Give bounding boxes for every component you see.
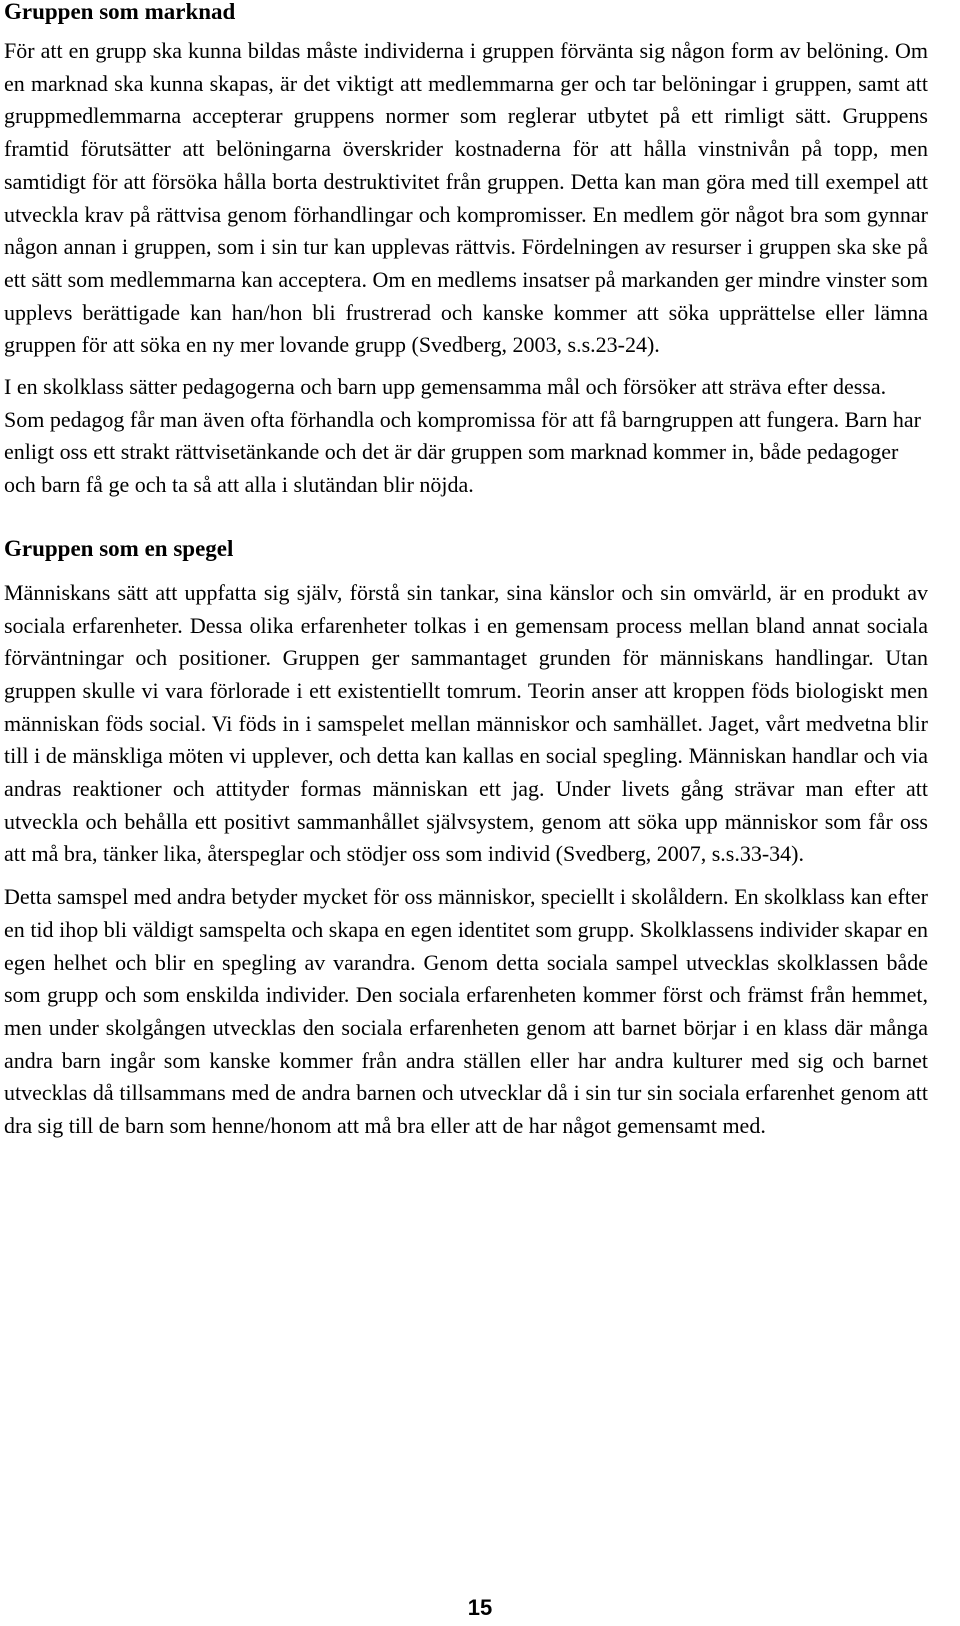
- paragraph-spegel-2: Detta samspel med andra betyder mycket för oss människor, speciellt i skolåldern. En skolklass kan efter en tid ihop bli väldigt samspelta och skapa en egen identitet som grupp. Skolklassens individer skapar en egen helhet och blir en spegling av varandra. Genom detta sociala sampel utvecklas skolklassen både som grupp och som enskilda individer. Den sociala erfarenheten kommer först och främst från hemmet, men under skolgången utvecklas den sociala erfarenheten genom att barnet börjar i en klass där många andra barn ingår som kanske kommer från andra ställen eller har andra kulturer med sig och barnet utvecklas då tillsammans med de andra barnen och utvecklar då i sin tur sin sociala erfarenhet genom att dra sig till de barn som henne/honom att må bra eller att de har något gemensamt med.: [4, 884, 928, 1139]
- paragraph-marknad-2: I en skolklass sätter pedagogerna och barn upp gemensamma mål och försöker att sträva efter dessa. Som pedagog får man även ofta förhandla och kompromissa för att få barngruppen att fungera. Barn har enligt oss ett strakt rättvisetänkande och det är där gruppen som marknad kommer in, både pedagoger och barn få ge och ta så att alla i slutändan blir nöjda.: [4, 374, 921, 498]
- paragraph-marknad-1: För att en grupp ska kunna bildas måste individerna i gruppen förvänta sig någon form av belöning. Om en marknad ska kunna skapas, är det viktigt att medlemmarna ger och tar belöningar i gruppen, samt att gruppmedlemmarna accepterar gruppens normer som reglerar utbytet på ett rimligt sätt. Gruppens framtid förutsätter att belöningarna överskrider kostnaderna för att hålla vinstnivån på topp, men samtidigt för att försöka hålla borta destruktivitet från gruppen. Detta kan man göra med till exempel att utveckla krav på rättvisa genom förhandlingar och kompromisser. En medlem gör något bra som gynnar någon annan i gruppen, som i sin tur kan upplevas rättvis. Fördelningen av resurser i gruppen ska ske på ett sätt som medlemmarna kan acceptera. Om en medlems insatser på markanden ger mindre vinster som upplevs berättigade kan han/hon bli frustrerad och kanske kommer att söka upprättelse eller lämna gruppen för att söka en ny mer lovande grupp (Svedberg, 2003, s.s.23-24).: [4, 38, 928, 358]
- document-page: [4, 0, 928, 1152]
- section-heading-gruppen-som-en-spegel: Gruppen som en spegel: [4, 535, 234, 561]
- section-heading-gruppen-som-marknad: Gruppen som marknad: [4, 0, 236, 24]
- paragraph-spegel-1: Människans sätt att uppfatta sig själv, förstå sin tankar, sina känslor och sin omvärld, är en produkt av sociala erfarenheter. Dessa olika erfarenheter tolkas i en gemensam process mellan bland annat sociala förväntningar och positioner. Gruppen ger sammantaget grunden för människans handlingar. Utan gruppen skulle vi vara förlorade i ett existentiellt tomrum. Teorin anser att kroppen föds biologiskt men människan föds social. Vi föds in i samspelet mellan människor och samhället. Jaget, vårt medvetna blir till i de mänskliga möten vi upplever, och detta kan kallas en social spegling. Människan handlar och via andras reaktioner och attityder formas människan ett jag. Under livets gång strävar man efter att utveckla och behålla ett positivt sammanhållet självsystem, genom att söka upp människor som får oss att må bra, tänker lika, återspeglar och stödjer oss som individ (Svedberg, 2007, s.s.33-34).: [4, 579, 928, 867]
- page-number: 15: [467, 1595, 493, 1620]
- section-spacer: [4, 511, 928, 537]
